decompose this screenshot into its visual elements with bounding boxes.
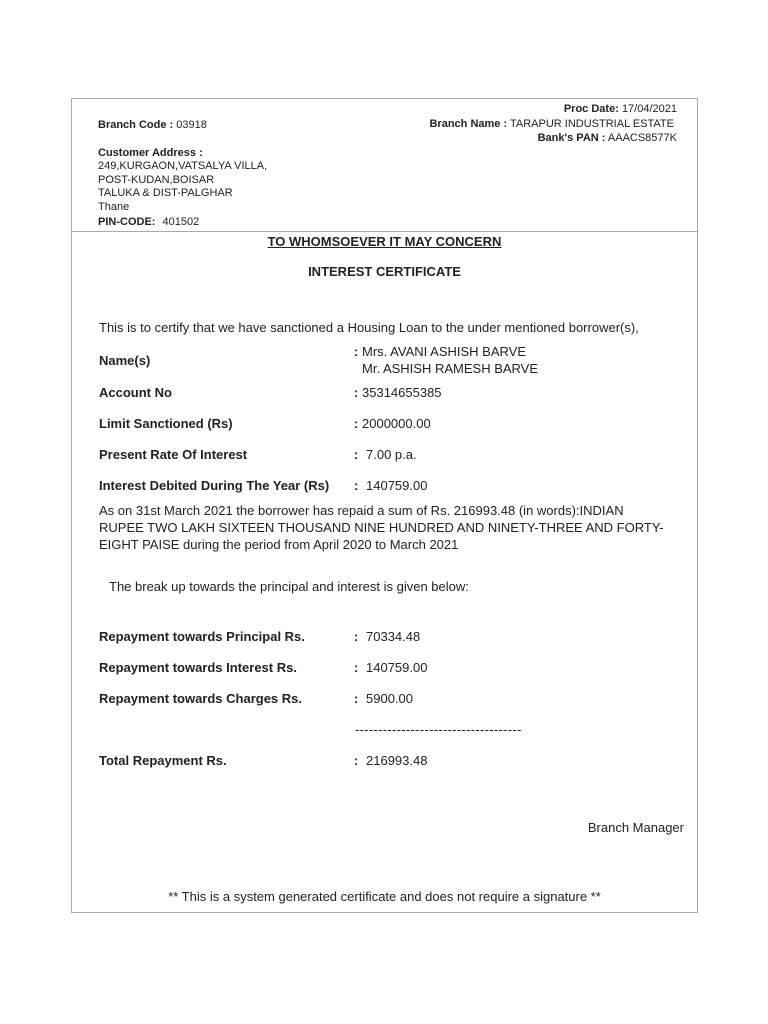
- breakup-intro: The break up towards the principal and interest is given below:: [109, 579, 469, 594]
- repayment-paragraph-line: RUPEE TWO LAKH SIXTEEN THOUSAND NINE HUNDRED AND NINETY-THREE AND FORTY-: [99, 520, 664, 535]
- field-colon: :: [354, 478, 359, 493]
- account-number: 35314655385: [362, 385, 442, 400]
- field-colon: :: [354, 344, 359, 359]
- field-colon: :: [354, 385, 359, 400]
- repayment-principal: 70334.48: [366, 629, 421, 644]
- field-label-rate: Present Rate Of Interest: [99, 447, 248, 462]
- total-divider: ------------------------------------: [355, 722, 522, 737]
- limit-sanctioned: 2000000.00: [362, 416, 431, 431]
- field-colon: :: [354, 753, 359, 768]
- repayment-paragraph-line: EIGHT PAISE during the period from April 2020 to March 2021: [99, 537, 459, 552]
- repayment-paragraph-line: As on 31st March 2021 the borrower has repaid a sum of Rs. 216993.48 (in words):INDIAN: [99, 503, 624, 518]
- repayment-charges: 5900.00: [366, 691, 413, 706]
- field-colon: :: [354, 416, 359, 431]
- footer-note: ** This is a system generated certificate and does not require a signature **: [168, 889, 601, 904]
- concern-heading: TO WHOMSOEVER IT MAY CONCERN: [267, 234, 502, 249]
- interest-debited: 140759.00: [366, 478, 428, 493]
- total-repayment: 216993.48: [366, 753, 428, 768]
- field-label-account: Account No: [99, 385, 172, 400]
- field-colon: :: [354, 691, 359, 706]
- branch-name: Branch Name : TARAPUR INDUSTRIAL ESTATE: [429, 118, 674, 130]
- branch-code: Branch Code : 03918: [98, 119, 207, 131]
- total-label: Total Repayment Rs.: [99, 753, 227, 768]
- borrower-name-2: Mr. ASHISH RAMESH BARVE: [362, 361, 539, 376]
- field-label-interest-debited: Interest Debited During The Year (Rs): [99, 478, 330, 493]
- field-colon: :: [354, 447, 359, 462]
- repayment-label: Repayment towards Charges Rs.: [99, 691, 303, 706]
- field-colon: :: [354, 629, 359, 644]
- certificate-title: INTEREST CERTIFICATE: [308, 264, 461, 279]
- header-separator: [71, 231, 698, 232]
- repayment-interest: 140759.00: [366, 660, 428, 675]
- address-line: TALUKA & DIST-PALGHAR: [98, 187, 233, 199]
- proc-date: Proc Date: 17/04/2021: [563, 103, 677, 115]
- signatory: Branch Manager: [587, 820, 684, 835]
- bank-pan: Bank's PAN : AAACS8577K: [537, 132, 677, 144]
- repayment-label: Repayment towards Interest Rs.: [99, 660, 297, 675]
- repayment-label: Repayment towards Principal Rs.: [99, 629, 305, 644]
- field-label-limit: Limit Sanctioned (Rs): [99, 416, 233, 431]
- interest-rate: 7.00 p.a.: [366, 447, 417, 462]
- customer-address-label: Customer Address :: [98, 147, 203, 159]
- borrower-name-1: Mrs. AVANI ASHISH BARVE: [362, 344, 526, 359]
- address-line: Thane: [98, 201, 130, 213]
- address-line: POST-KUDAN,BOISAR: [98, 174, 215, 186]
- field-label-names: Name(s): [99, 353, 151, 368]
- address-line: 249,KURGAON,VATSALYA VILLA,: [98, 160, 268, 172]
- intro-text: This is to certify that we have sanctioned a Housing Loan to the under mentioned borrower(s),: [99, 320, 639, 335]
- field-colon: :: [354, 660, 359, 675]
- pin-code: PIN-CODE: 401502: [98, 216, 200, 228]
